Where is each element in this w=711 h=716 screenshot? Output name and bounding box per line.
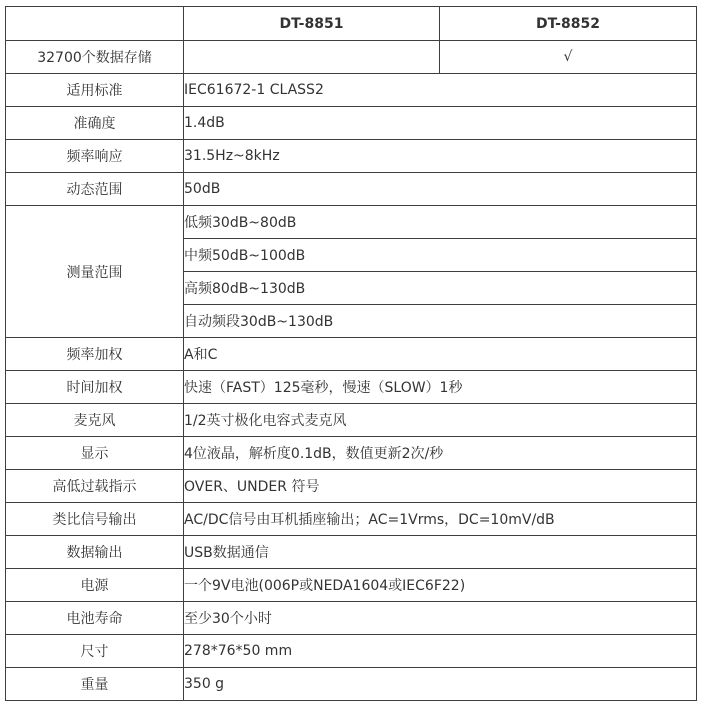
- table-row: [6, 536, 697, 569]
- row-value: 350 g: [184, 668, 697, 701]
- row-label: 高低过载指示: [6, 470, 184, 503]
- table-row: [6, 569, 697, 602]
- row-label: 时间加权: [6, 371, 184, 404]
- table-row: [6, 668, 697, 701]
- spec-table: [5, 6, 697, 701]
- table-row: [6, 107, 697, 140]
- row-value: 1.4dB: [184, 107, 697, 140]
- row-value: 1/2英寸极化电容式麦克风: [184, 404, 697, 437]
- row-value: 278*76*50 mm: [184, 635, 697, 668]
- row-label: 电源: [6, 569, 184, 602]
- table-row: [6, 503, 697, 536]
- model-b-storage-value: √: [440, 41, 697, 74]
- table-row: [6, 437, 697, 470]
- range-label: 测量范围: [6, 206, 184, 338]
- table-row: [6, 404, 697, 437]
- table-row: [6, 74, 697, 107]
- table-row: [6, 602, 697, 635]
- row-value: USB数据通信: [184, 536, 697, 569]
- table-row: [6, 140, 697, 173]
- row-label: 动态范围: [6, 173, 184, 206]
- table-row: [6, 371, 697, 404]
- row-value: 一个9V电池(006P或NEDA1604或IEC6F22): [184, 569, 697, 602]
- row-value: OVER、UNDER 符号: [184, 470, 697, 503]
- row-value: 50dB: [184, 173, 697, 206]
- storage-row: [6, 41, 697, 74]
- row-label: 适用标准: [6, 74, 184, 107]
- table-row: [6, 635, 697, 668]
- range-value: 中频50dB~100dB: [184, 239, 697, 272]
- row-label: 准确度: [6, 107, 184, 140]
- row-label: 频率加权: [6, 338, 184, 371]
- header-corner-cell: [6, 7, 184, 41]
- row-label: 类比信号输出: [6, 503, 184, 536]
- row-label: 麦克风: [6, 404, 184, 437]
- row-label: 32700个数据存储: [6, 41, 184, 74]
- row-label: 频率响应: [6, 140, 184, 173]
- model-a-storage-value: [184, 41, 440, 74]
- row-value: 至少30个小时: [184, 602, 697, 635]
- row-value: AC/DC信号由耳机插座输出；AC=1Vrms，DC=10mV/dB: [184, 503, 697, 536]
- table-row: [6, 338, 697, 371]
- row-value: IEC61672-1 CLASS2: [184, 74, 697, 107]
- range-value: 自动频段30dB~130dB: [184, 305, 697, 338]
- row-value: 31.5Hz~8kHz: [184, 140, 697, 173]
- row-label: 显示: [6, 437, 184, 470]
- row-label: 重量: [6, 668, 184, 701]
- model-b-header: DT-8852: [440, 7, 697, 41]
- row-label: 电池寿命: [6, 602, 184, 635]
- range-row: [6, 206, 697, 239]
- row-value: 快速（FAST）125毫秒，慢速（SLOW）1秒: [184, 371, 697, 404]
- range-value: 低频30dB~80dB: [184, 206, 697, 239]
- row-label: 数据输出: [6, 536, 184, 569]
- header-row: [6, 7, 697, 41]
- row-value: 4位液晶，解析度0.1dB，数值更新2次/秒: [184, 437, 697, 470]
- table-row: [6, 173, 697, 206]
- row-label: 尺寸: [6, 635, 184, 668]
- table-row: [6, 470, 697, 503]
- row-value: A和C: [184, 338, 697, 371]
- model-a-header: DT-8851: [184, 7, 440, 41]
- range-value: 高频80dB~130dB: [184, 272, 697, 305]
